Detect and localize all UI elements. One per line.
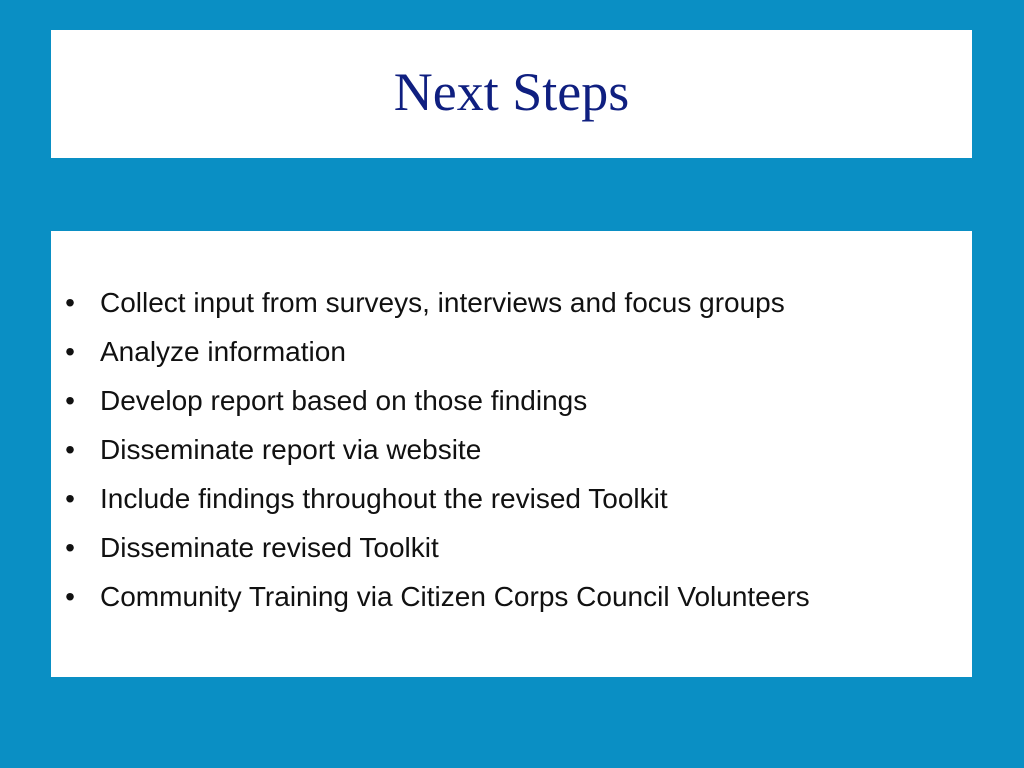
bullet-icon: •	[65, 483, 75, 514]
bullet-icon: •	[65, 385, 75, 416]
bullet-icon: •	[65, 581, 75, 612]
bullet-text: Collect input from surveys, interviews and focus groups	[100, 287, 785, 318]
content-panel	[51, 231, 972, 677]
bullet-item	[51, 528, 972, 568]
bullet-icon: •	[65, 336, 75, 367]
bullet-text: Disseminate report via website	[100, 434, 482, 465]
bullet-item	[51, 332, 972, 372]
bullet-item	[51, 479, 972, 519]
bullet-item	[51, 577, 972, 617]
bullet-text: Analyze information	[100, 336, 346, 367]
bullet-text: Disseminate revised Toolkit	[100, 532, 439, 563]
bullet-icon: •	[65, 434, 75, 465]
title-panel	[51, 30, 972, 158]
slide-title: Next Steps	[393, 62, 630, 122]
bullet-item	[51, 430, 972, 470]
bullet-text: Include findings throughout the revised Toolkit	[100, 483, 668, 514]
bullet-item	[51, 381, 972, 421]
bullet-text: Develop report based on those findings	[100, 385, 588, 416]
bullet-text: Community Training via Citizen Corps Council Volunteers	[100, 581, 810, 612]
bullet-item	[51, 283, 972, 323]
bullet-list	[51, 283, 972, 626]
bullet-icon: •	[65, 532, 75, 563]
bullet-icon: •	[65, 287, 75, 318]
